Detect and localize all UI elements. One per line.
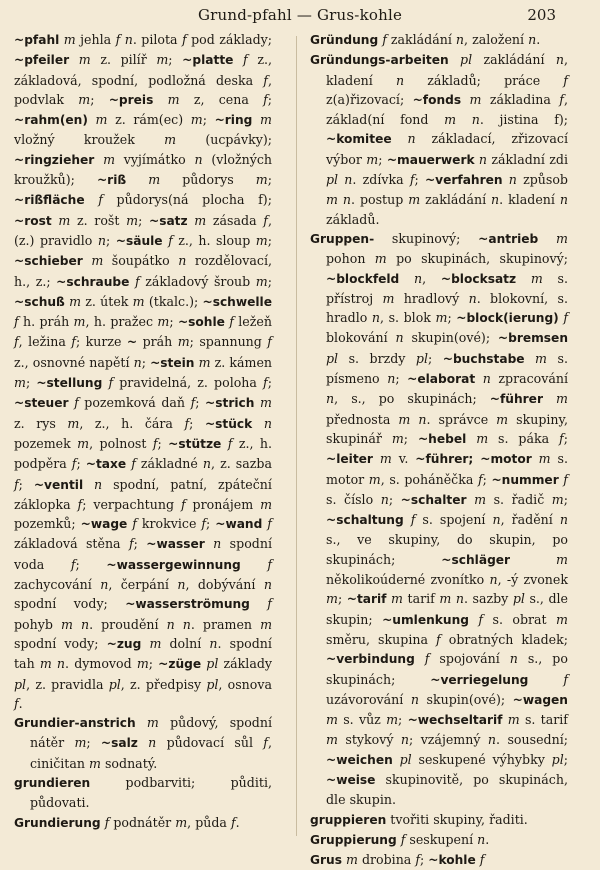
dictionary-entry: gruppieren tvořiti skupiny, řaditi.: [310, 811, 528, 827]
page-number: 203: [527, 6, 556, 24]
dictionary-entry: Grundierung f podnátěr m, půda f.: [14, 814, 240, 830]
page-header: [0, 0, 600, 30]
left-column: [14, 30, 272, 833]
running-header-title: Grund-pfahl — Grus-kohle: [197, 6, 403, 24]
dictionary-entry: Gründungs-arbeiten pl zakládání n, kladení n základů; práce f z(a)řizovací; ~fonds m základina f, základ(ní fond m n. jistina f); ~komitee n základací, zřizovací výbor m; ~mauerwerk n základní zdi pl n. zdívka f; ~verfahren n způsob m n. postup m zakládání n. kladení n základů.: [310, 52, 569, 227]
dictionary-entry: Gruppierung f seskupení n.: [310, 831, 490, 847]
right-column: [310, 30, 568, 870]
dictionary-entry: grundieren podbarviti; půditi, půdovati.: [14, 774, 272, 811]
dictionary-entry: Grundier-anstrich m půdový, spodní nátěr m; ~salz n půdovací sůl f, ciničitan m sodnatý.: [14, 715, 272, 771]
dictionary-entry: ~pfahl m jehla f n. pilota f pod základy; ~pfeiler m z. pilíř m; ~platte f z., základová, spodní, podložná deska f, podvlak m; ~preis m z, cena f; ~rahm(en) m z. rám(ec) m; ~ring m vložný kroužek m (ucpávky); ~ringzieher m vyjímátko n (vložných kroužků); ~riß m půdorys m; ~rißfläche f půdorys(ná plocha f); ~rost m z. rošt m; ~satz m zásada f, (z.) pravidlo n; ~säule f z., h. sloup m; ~schieber m šoupátko n rozdělovací, h., z.; ~schraube f základový šroub m; ~schuß m z. útek m (tkalc.); ~schwelle f h. práh m, h. pražec m; ~sohle f ležeň f, ležina f; kurze ~ práh m; spannung f z., osnovné napětí n; ~stein m z. kámen m; ~stellung f pravidelná, z. poloha f; ~steuer f pozemková daň f; ~strich m z. rys m, z., h. čára f; ~stück n pozemek m, polnost f; ~stütze f z., h. podpěra f; ~taxe f základné n, z. sazba f; ~ventil n spodní, patní, zpáteční záklopka f; verpachtung f pronájem m pozemků; ~wage f krokvice f; ~wand f základová stěna f; ~wasser n spodní voda f; ~wassergewinnung f zachycování n, čerpání n, dobývání n spodní vody; ~wasserströmung f pohyb m n. proudění n n. pramen m spodní vody; ~zug m dolní n. spodní tah m n. dymovod m; ~züge pl základy pl, z. pravidla pl, z. předpisy pl, osnova f.: [14, 32, 273, 711]
column-divider: [296, 36, 297, 836]
dictionary-entry: Gruppen- skupinový; ~antrieb m pohon m po skupinách, skupinový; ~blockfeld n, ~blocksatz m s. přístroj m hradlový n. blokovní, s. hradlo n, s. blok m; ~block(ierung) f blokování n skupin(ové); ~bremsen pl s. brzdy pl; ~buchstabe m s. písmeno n; ~elaborat n zpracování n, s., po skupinách; ~führer m přednosta m n. správce m skupiny, skupinář m; ~hebel m s. páka f; ~leiter m v. ~führer; ~motor m s. motor m, s. poháněčka f; ~nummer f s. číslo n; ~schalter m s. řadič m; ~schaltung f s. spojení n, řadění n s., ve skupiny, do skupin, po skupinách; ~schläger m několikoúderné zvonítko n, -ý zvonek m; ~tarif m tarif m n. sazby pl s., dle skupin; ~umlenkung f s. obrat m směru, skupina f obratných kladek; ~verbindung f spojování n s., po skupinách; ~verriegelung f uzávorování n skupin(ové); ~wagen m s. vůz m; ~wechseltarif m s. tarif m stykový n; vzájemný n. sousední; ~weichen pl seskupené výhybky pl; ~weise skupinovitě, po skupinách, dle skupin.: [310, 230, 569, 808]
dictionary-entry: Gründung f zakládání n, založení n.: [310, 32, 541, 47]
dictionary-entry: Grus m drobina f; ~kohle f: [310, 852, 485, 868]
